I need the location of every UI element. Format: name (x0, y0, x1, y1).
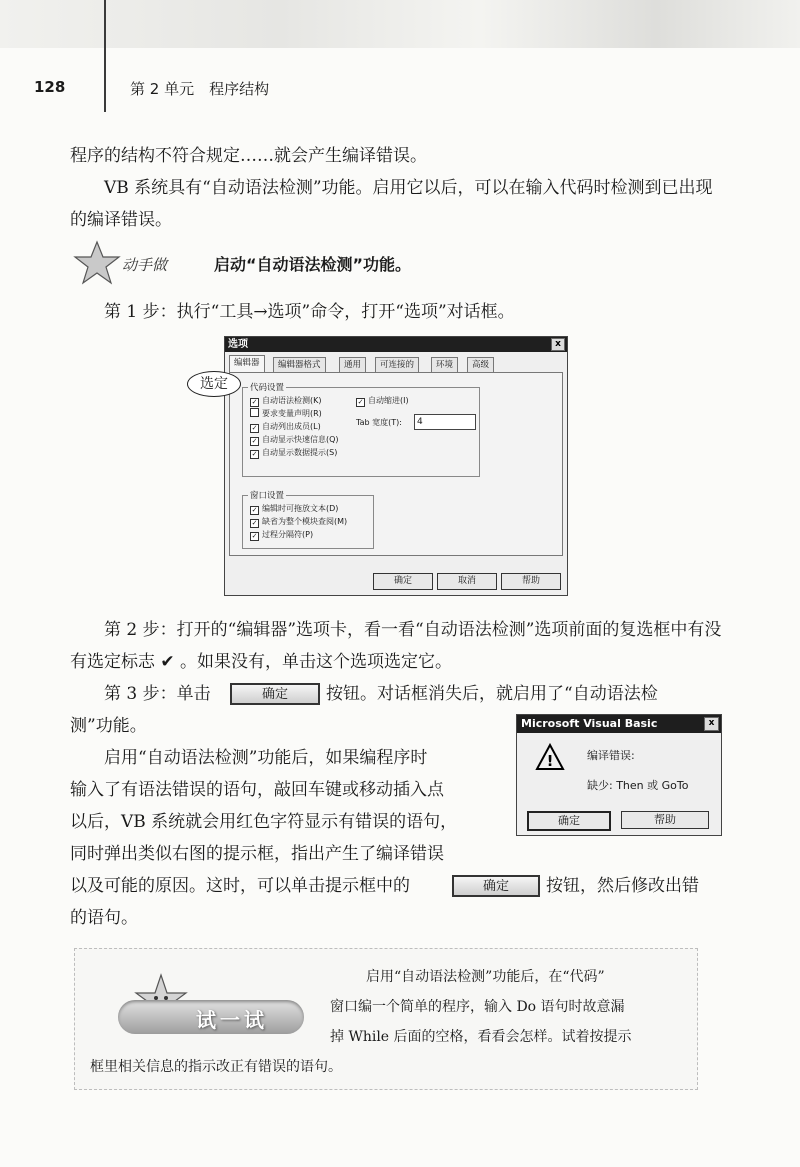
header-divider (104, 0, 106, 112)
activity-title: 启动“自动语法检测”功能。 (214, 255, 412, 274)
checkbox-auto-data-tips[interactable] (250, 447, 337, 459)
tab-editor-format[interactable]: 编辑器格式 (273, 357, 326, 372)
checkbox-label: 自动缩进(I) (368, 396, 409, 405)
checkbox-label: 自动列出成员(L) (262, 422, 321, 431)
section-title: 第 2 单元 程序结构 (130, 80, 270, 98)
checkbox-label: 过程分隔符(P) (262, 530, 314, 539)
warning-icon (535, 743, 565, 771)
svg-text:!: ! (546, 752, 554, 770)
last-paragraph-line2: 的语句。 (70, 908, 138, 928)
ok-button[interactable]: 确定 (373, 573, 433, 590)
text-line-1: 程序的结构不符合规定……就会产生编译错误。 (70, 146, 427, 166)
checkbox-drag-drop-text[interactable] (250, 503, 338, 515)
msgbox-message: 缺少: Then 或 GoTo (587, 779, 689, 792)
checkbox-box[interactable]: ✓ (251, 424, 258, 432)
close-icon[interactable]: x (704, 717, 719, 731)
side-paragraph-line-3: 以后，VB 系统就会用红色字符显示有错误的语句， (70, 812, 458, 832)
msgbox-help-button[interactable]: 帮助 (621, 811, 709, 829)
options-dialog-titlebar (225, 337, 567, 352)
step-3-text-line2: 测”功能。 (70, 716, 147, 736)
side-paragraph-line-1: 启用“自动语法检测”功能后，如果编程序时 (104, 748, 428, 768)
last-paragraph-text-cont: 按钮，然后修改出错 (546, 876, 699, 896)
tab-environment[interactable]: 环境 (431, 357, 458, 372)
checkbox-auto-list-members[interactable] (250, 421, 321, 433)
star-icon (72, 240, 122, 286)
checkbox-full-module-view[interactable] (250, 516, 347, 528)
vb-msgbox (516, 714, 722, 836)
checkbox-procedure-separator[interactable] (250, 529, 313, 541)
code-settings-label: 代码设置 (250, 383, 285, 393)
last-paragraph-text: 以及可能的原因。这时，可以单击提示框中的 (70, 876, 410, 896)
header-band (0, 0, 800, 48)
tab-width-label: Tab 宽度(T): (356, 418, 402, 427)
callout-selected: 选定 (187, 371, 241, 397)
checkbox-box[interactable]: ✓ (251, 519, 258, 527)
cancel-button[interactable]: 取消 (437, 573, 497, 590)
tab-general[interactable]: 通用 (339, 357, 366, 372)
checkbox-box[interactable]: ✓ (251, 532, 258, 540)
try-line-3: 掉 While 后面的空格，看看会怎样。试着按提示 (330, 1029, 632, 1045)
options-dialog (224, 336, 568, 596)
try-line-4: 框里相关信息的指示改正有错误的语句。 (90, 1059, 342, 1075)
checkbox-box[interactable]: ✓ (251, 437, 258, 445)
checkbox-auto-quick-info[interactable] (250, 434, 339, 446)
try-line-2: 窗口编一个简单的程序，输入 Do 语句时故意漏 (330, 999, 625, 1015)
step-3-text-cont: 按钮。对话框消失后，就启用了“自动语法检 (326, 684, 658, 704)
msgbox-title: Microsoft Visual Basic (521, 717, 658, 730)
options-dialog-title: 选项 (228, 339, 248, 350)
checkbox-label: 自动显示快速信息(Q) (262, 435, 339, 444)
step-3-text: 第 3 步：单击 (104, 684, 211, 704)
checkbox-label: 要求变量声明(R) (262, 409, 322, 418)
page-number: 128 (34, 78, 66, 96)
ok-button-inline-2: 确定 (452, 875, 540, 897)
tab-width-input[interactable]: 4 (414, 414, 476, 430)
checkbox-auto-syntax-check[interactable] (250, 395, 322, 407)
checkbox-box[interactable] (250, 408, 259, 417)
checkbox-label: 缺省为整个模块查阅(M) (262, 517, 348, 526)
checkbox-box[interactable]: ✓ (357, 398, 364, 406)
checkbox-auto-indent[interactable] (356, 395, 409, 407)
checkbox-label: 自动显示数据提示(S) (262, 448, 338, 457)
window-settings-label: 窗口设置 (250, 491, 285, 501)
tab-docking[interactable]: 可连接的 (375, 357, 419, 372)
msgbox-titlebar (517, 715, 721, 733)
close-icon[interactable]: x (551, 338, 565, 351)
tab-advanced[interactable]: 高级 (467, 357, 494, 372)
msgbox-heading: 编译错误: (587, 749, 635, 762)
help-button[interactable]: 帮助 (501, 573, 561, 590)
paragraph-2: VB 系统具有“自动语法检测”功能。启用它以后，可以在输入代码时检测到已出现的编译错误。 (70, 178, 713, 230)
activity-icon-label: 动手做 (122, 256, 168, 274)
tab-editor[interactable]: 编辑器 (229, 355, 265, 373)
checkbox-require-variable-declaration[interactable] (250, 408, 322, 419)
checkbox-box[interactable]: ✓ (251, 398, 258, 406)
checkbox-label: 自动语法检测(K) (262, 396, 322, 405)
step-1: 第 1 步：执行“工具→选项”命令，打开“选项”对话框。 (104, 302, 515, 322)
editor-tab-panel (229, 372, 563, 556)
checkbox-label: 编辑时可拖放文本(D) (262, 504, 339, 513)
side-paragraph-line-2: 输入了有语法错误的语句，敲回车键或移动插入点 (70, 780, 444, 800)
ok-button-inline: 确定 (230, 683, 320, 705)
side-paragraph-line-4: 同时弹出类似右图的提示框，指出产生了编译错误 (70, 844, 444, 864)
checkbox-box[interactable]: ✓ (251, 450, 258, 458)
msgbox-ok-button[interactable]: 确定 (527, 811, 611, 831)
step-2: 第 2 步：打开的“编辑器”选项卡，看一看“自动语法检测”选项前面的复选框中有没有选定标志 ✔ 。如果没有，单击这个选项选定它。 (70, 620, 722, 672)
try-line-1: 启用“自动语法检测”功能后，在“代码” (366, 969, 605, 985)
try-it-badge-label: 试一试 (196, 1008, 268, 1032)
checkbox-box[interactable]: ✓ (251, 506, 258, 514)
